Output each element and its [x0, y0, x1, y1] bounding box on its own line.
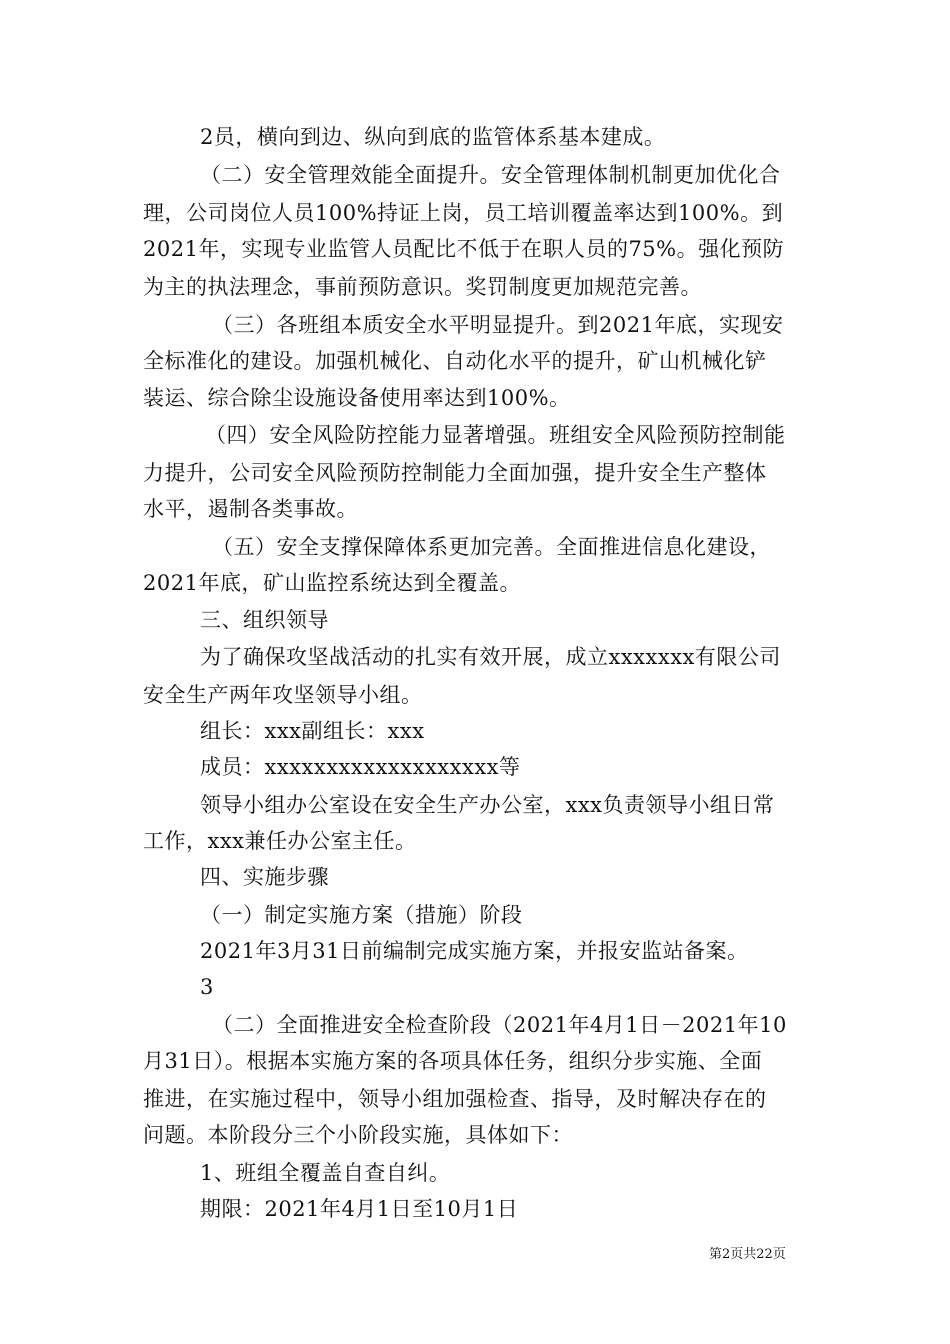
chapter-heading-3: 三、组织领导: [200, 608, 329, 632]
text-line: 2021年底，矿山监控系统达到全覆盖。: [143, 571, 521, 595]
chapter-heading-4: 四、实施步骤: [200, 865, 329, 889]
page-number: 第2页共22页: [709, 1247, 786, 1262]
text-line: 水平，遏制各类事故。: [143, 497, 358, 521]
section-heading-4: （四）安全风险防控能力显著增强。班组安全风险预防控制能: [205, 423, 786, 447]
section-heading-1: （一）制定实施方案（措施）阶段: [200, 903, 523, 927]
text-line: 月31日）。根据本实施方案的各项具体任务，组织分步实施、全面: [143, 1049, 763, 1073]
text-line: 全标准化的建设。加强机械化、自动化水平的提升，矿山机械化铲: [143, 349, 767, 373]
section-heading-2: （二）安全管理效能全面提升。安全管理体制机制更加优化合: [200, 163, 781, 187]
text-line: 为了确保攻坚战活动的扎实有效开展，成立xxxxxxx有限公司: [200, 645, 781, 669]
text-line: 为主的执法理念，事前预防意识。奖罚制度更加规范完善。: [143, 275, 702, 299]
text-line: 理，公司岗位人员100%持证上岗，员工培训覆盖率达到100%。到: [143, 201, 784, 225]
section-heading-2: （二）全面推进安全检查阶段（2021年4月1日－2021年10: [212, 1013, 787, 1037]
text-line: 期限：2021年4月1日至10月1日: [200, 1197, 519, 1221]
text-line: 组长：xxx副组长：xxx: [200, 719, 425, 743]
text-line: 推进，在实施过程中，领导小组加强检查、指导，及时解决存在的: [143, 1087, 767, 1111]
text-line: 2021年，实现专业监管人员配比不低于在职人员的75%。强化预防: [143, 237, 785, 261]
text-line: 工作，xxx兼任办公室主任。: [143, 829, 417, 853]
text-line: 力提升，公司安全风险预防控制能力全面加强，提升安全生产整体: [143, 461, 767, 485]
text-line: 问题。本阶段分三个小阶段实施，具体如下：: [143, 1123, 573, 1147]
section-heading-5: （五）安全支撑保障体系更加完善。全面推进信息化建设，: [212, 535, 771, 559]
text-line: 成员：xxxxxxxxxxxxxxxxxxx等: [200, 755, 521, 779]
text-line: 3: [200, 975, 214, 999]
text-line: 1、班组全覆盖自查自纠。: [200, 1161, 451, 1185]
text-line: 2021年3月31日前编制完成实施方案，并报安监站备案。: [200, 939, 749, 963]
text-line: 安全生产两年攻坚领导小组。: [143, 683, 423, 707]
section-heading-3: （三）各班组本质安全水平明显提升。到2021年底，实现安: [212, 313, 784, 337]
text-line: 2员，横向到边、纵向到底的监管体系基本建成。: [200, 125, 666, 149]
text-line: 领导小组办公室设在安全生产办公室，xxx负责领导小组日常: [200, 793, 775, 817]
text-line: 装运、综合除尘设施设备使用率达到100%。: [143, 386, 571, 410]
